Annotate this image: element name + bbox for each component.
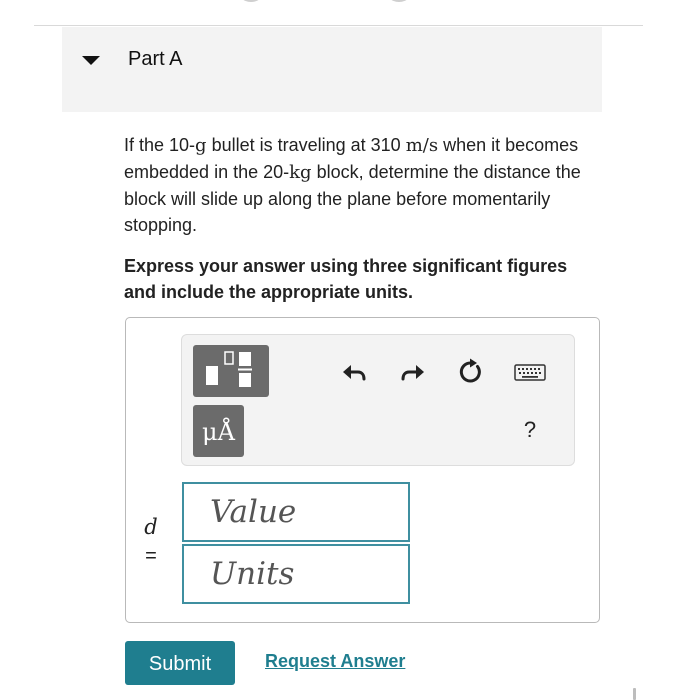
templates-button[interactable] xyxy=(193,345,269,397)
top-divider xyxy=(34,25,643,26)
submit-button[interactable]: Submit xyxy=(125,641,235,685)
top-arc-decoration xyxy=(384,0,414,2)
question-text-segment: bullet is traveling at 310 xyxy=(206,135,406,155)
value-input[interactable] xyxy=(182,482,410,542)
units-button[interactable]: μÅ xyxy=(193,405,244,457)
redo-icon[interactable] xyxy=(398,357,428,387)
units-input[interactable] xyxy=(182,544,410,604)
question-text xyxy=(124,132,604,238)
question-unit-ms: m/s xyxy=(405,135,439,156)
request-answer-link[interactable]: Request Answer xyxy=(265,651,406,671)
keyboard-icon[interactable] xyxy=(514,357,546,387)
question-text-segment: If the 10- xyxy=(124,135,196,155)
question-text-segment: when it becomes embedded in the 20- xyxy=(124,135,579,182)
help-button[interactable]: ? xyxy=(523,417,537,442)
templates-icon xyxy=(193,345,269,397)
scrollbar[interactable] xyxy=(633,688,636,700)
question-unit-g: g xyxy=(195,135,207,156)
equals-sign: = xyxy=(145,545,157,567)
undo-icon[interactable] xyxy=(339,357,369,387)
reset-icon[interactable] xyxy=(456,357,486,387)
part-title: Part A xyxy=(128,48,183,70)
math-toolbar xyxy=(181,334,575,466)
collapse-caret-icon[interactable] xyxy=(82,56,100,65)
answer-variable: d xyxy=(144,515,158,539)
answer-instructions: Express your answer using three significant figures and include the appropriate units. xyxy=(124,256,568,302)
part-a-header[interactable] xyxy=(62,27,602,112)
question-unit-kg: kg xyxy=(289,162,312,183)
top-arc-decoration xyxy=(236,0,266,2)
question-text-segment: block, determine the distance the block will slide up along the plane before momentarily stopping. xyxy=(124,162,581,235)
